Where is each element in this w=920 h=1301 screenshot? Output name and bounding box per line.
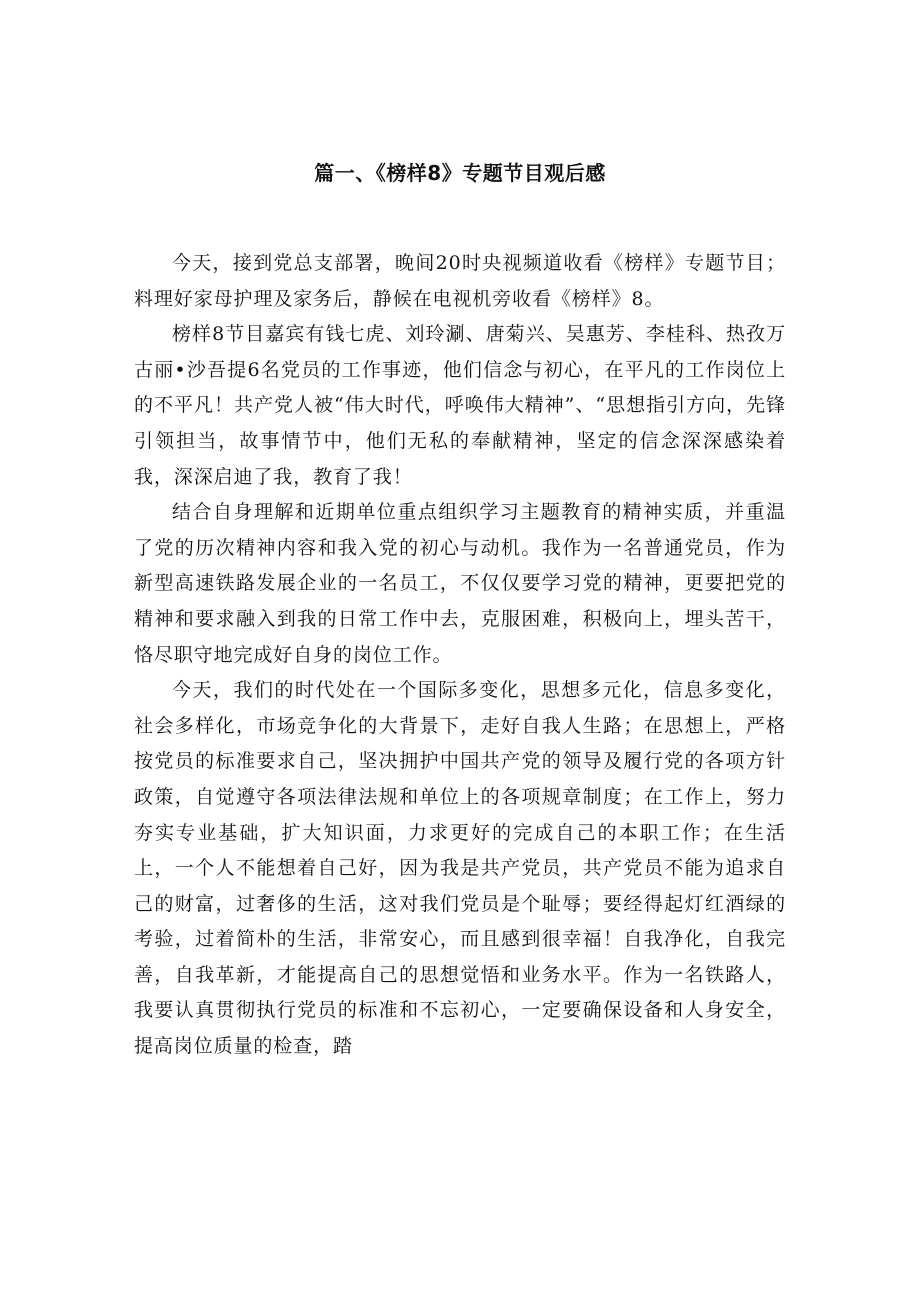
paragraph-3: 结合自身理解和近期单位重点组织学习主题教育的精神实质，并重温了党的历次精神内容和我入党的初心与动机。我作为一名普通党员，作为新型高速铁路发展企业的一名员工，不仅仅要学习党的精神，更要把党的精神和要求融入到我的日常工作中去，克服困难，积极向上，埋头苦干，恪尽职守地完成好自身的岗位工作。 (134, 501, 786, 666)
document-title: 篇一、《榜样8》专题节目观后感 (314, 161, 606, 185)
paragraph-2: 榜样8节目嘉宾有钱七虎、刘玲涮、唐菊兴、吴惠芳、李桂科、热孜万古丽•沙吾提6名党员的工作事迹，他们信念与初心，在平凡的工作岗位上的不平凡！共产党人被“伟大时代，呼唤伟大精神”、“思想指引方向，先锋引领担当，故事情节中，他们无私的奉献精神，坚定的信念深深感染着我，深深启迪了我，教育了我！ (134, 323, 786, 488)
paragraph-1: 今天，接到党总支部署，晚间20时央视频道收看《榜样》专题节目；料理好家母护理及家务后，静候在电视机旁收看《榜样》8。 (134, 252, 786, 310)
document-body (134, 246, 786, 1065)
paragraph-4: 今天，我们的时代处在一个国际多变化，思想多元化，信息多变化，社会多样化，市场竞争化的大背景下，走好自我人生路；在思想上，严格按党员的标准要求自己，坚决拥护中国共产党的领导及履行党的各项方针政策，自觉遵守各项法律法规和单位上的各项规章制度；在工作上，努力夯实专业基础，扩大知识面，力求更好的完成自己的本职工作；在生活上，一个人不能想着自己好，因为我是共产党员，共产党员不能为追求自己的财富，过奢侈的生活，这对我们党员是个耻辱；要经得起灯红酒绿的考验，过着简朴的生活，非常安心，而且感到很幸福！自我净化，自我完善，自我革新，才能提高自己的思想觉悟和业务水平。作为一名铁路人，我要认真贯彻执行党员的标准和不忘初心，一定要确保设备和人身安全，提高岗位质量的检查，踏 (134, 679, 786, 1058)
